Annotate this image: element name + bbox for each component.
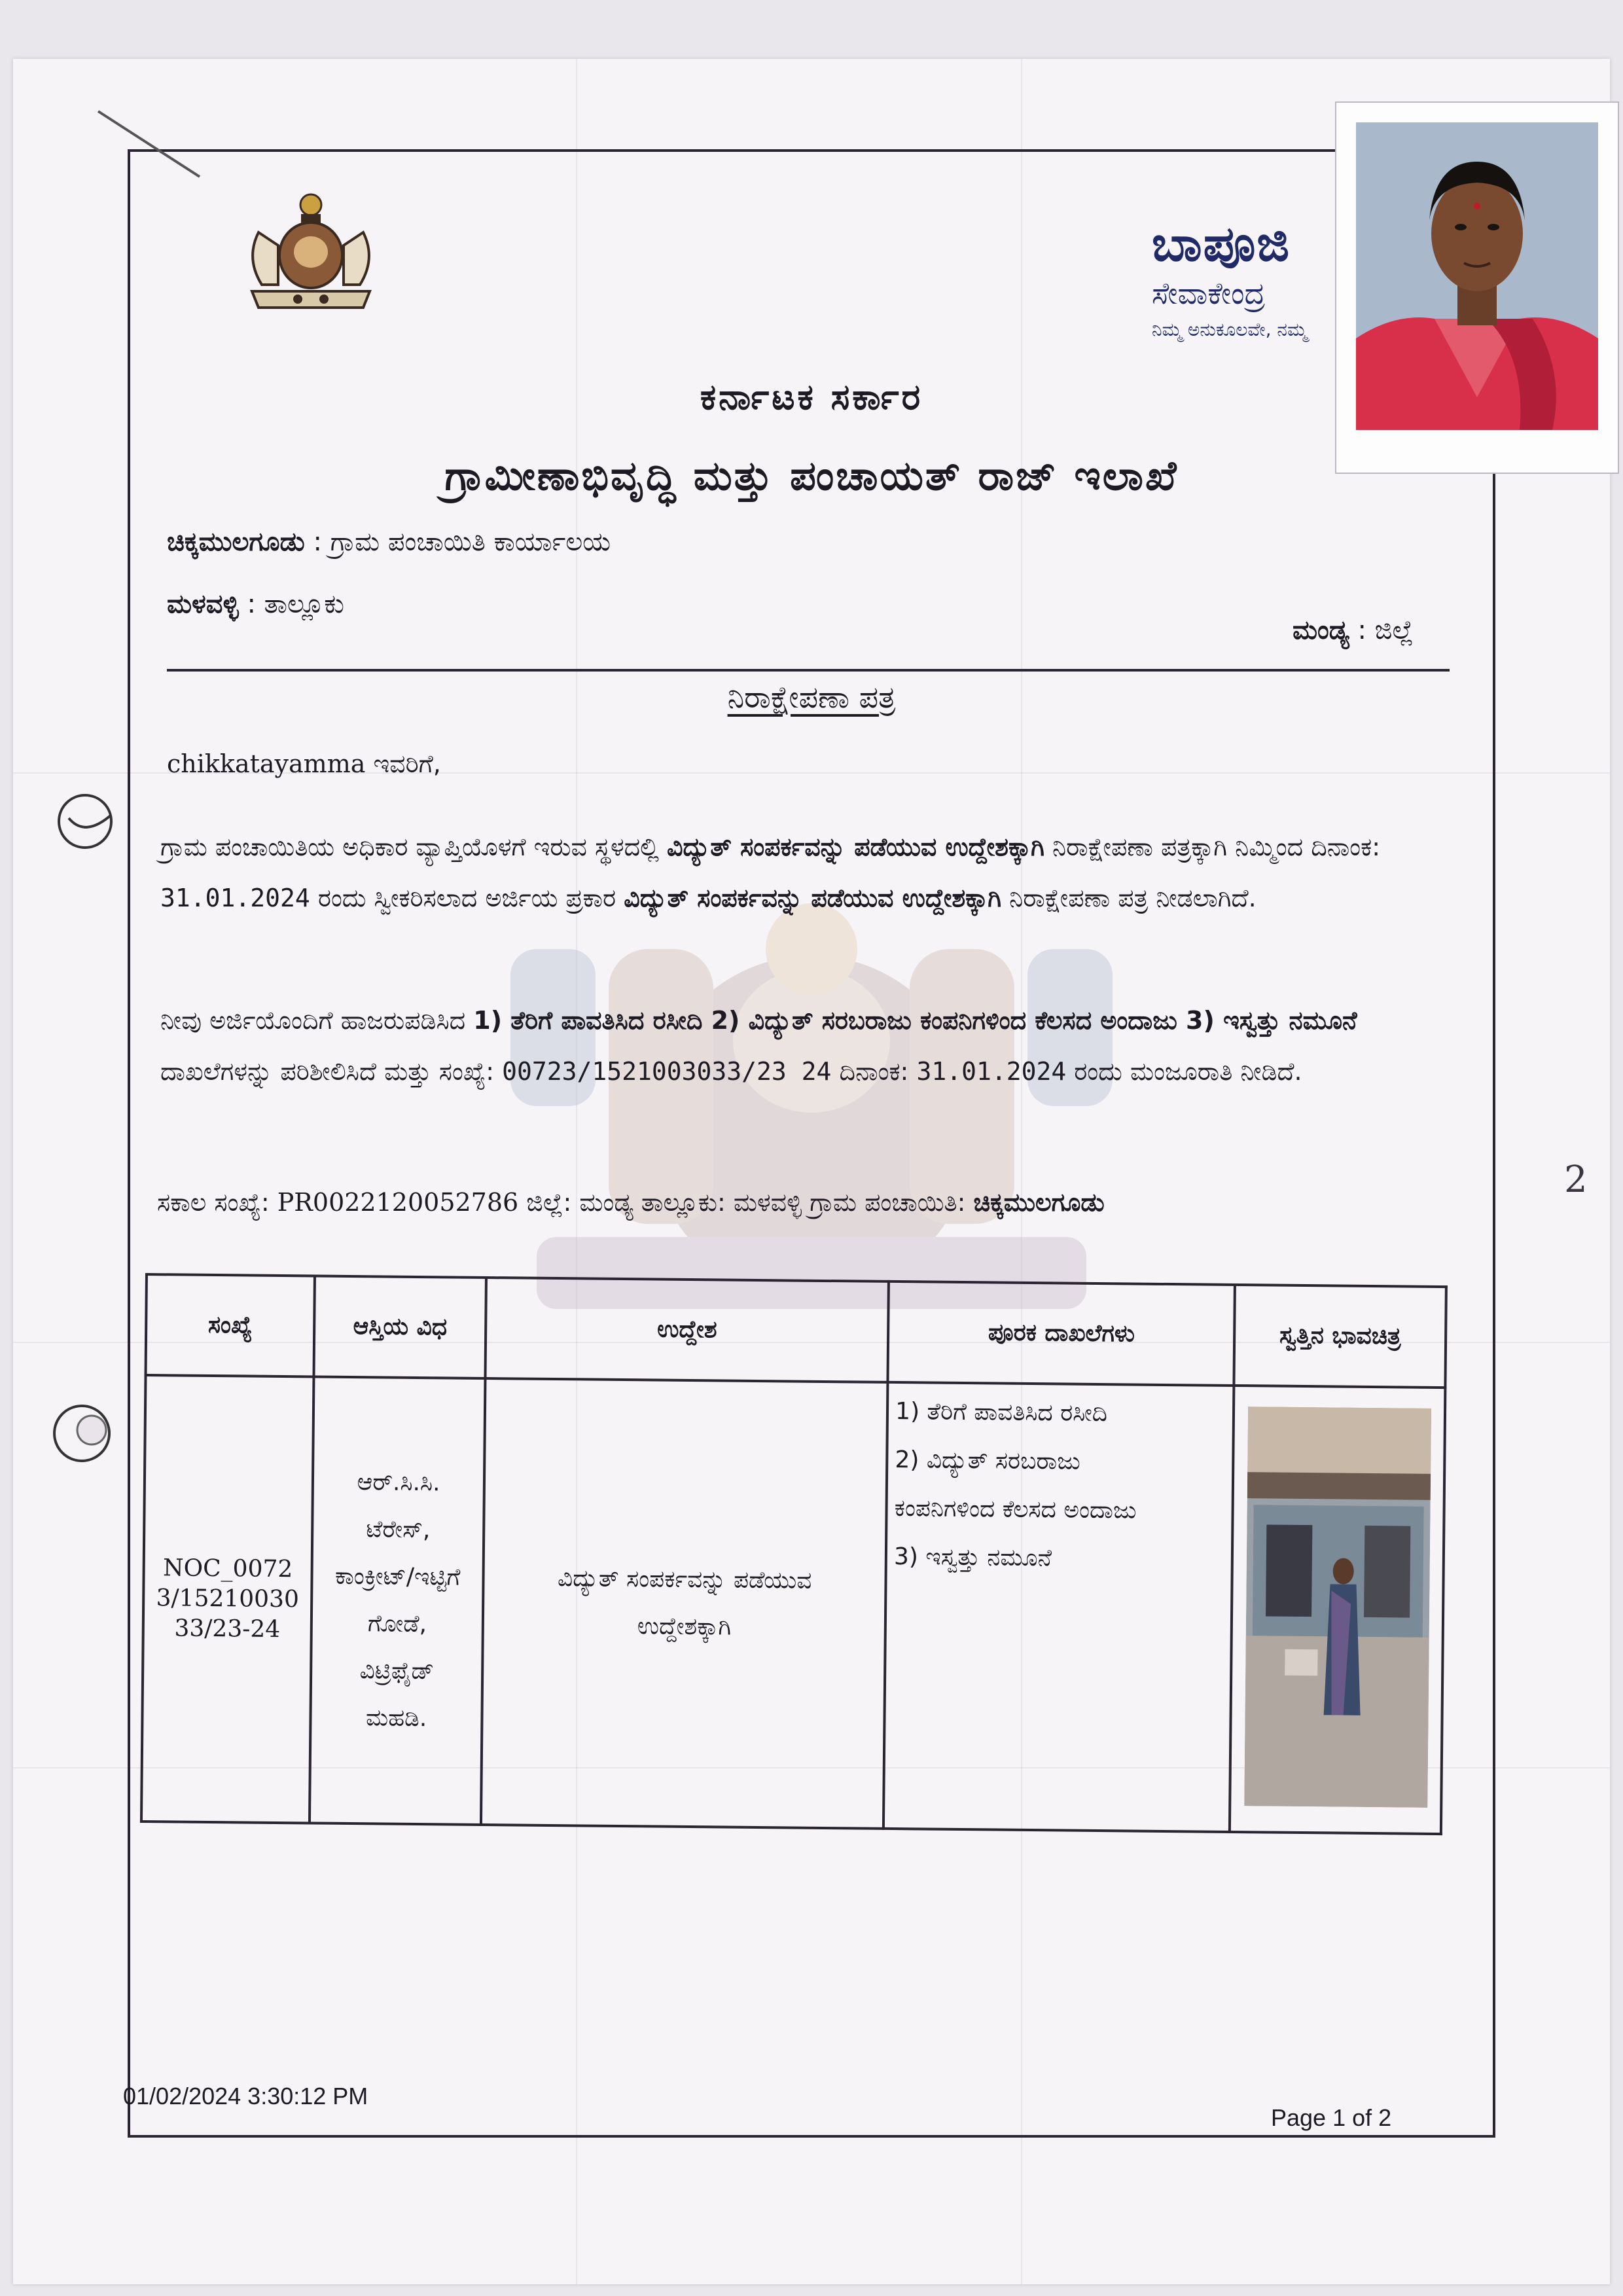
department-title: ಗ್ರಾಮೀಣಾಭಿವೃದ್ಧಿ ಮತ್ತು ಪಂಚಾಯತ್ ರಾಜ್ ಇಲಾಖೆ: [444, 452, 1179, 499]
panchayat-line: [167, 527, 611, 557]
taluk-label: : ತಾಲ್ಲೂಕು: [238, 589, 344, 619]
district-line: [1293, 615, 1414, 645]
document-item: ಕಂಪನಿಗಳಿಂದ ಕೆಲಸದ ಅಂದಾಜು: [894, 1495, 1137, 1524]
para1-text: ಗ್ರಾಮ ಪಂಚಾಯಿತಿಯ ಅಧಿಕಾರ ವ್ಯಾಪ್ತಿಯೊಳಗೆ ಇರುವ ಸ್ಥಳದಲ್ಲಿ: [160, 833, 667, 861]
table-row: [141, 1375, 1445, 1834]
para2-text: ದಾಖಲೆಗಳನ್ನು ಪರಿಶೀಲಿಸಿದೆ ಮತ್ತು ಸಂಖ್ಯೆ:: [160, 1057, 503, 1086]
sakala-label: ಸಕಾಲ ಸಂಖ್ಯೆ:: [157, 1188, 277, 1217]
purpose-line: ಉದ್ದೇಶಕ್ಕಾಗಿ: [637, 1613, 732, 1641]
taluk-line: [167, 589, 344, 619]
para1-purpose: ವಿದ್ಯುತ್ ಸಂಪರ್ಕವನ್ನು ಪಡೆಯುವ ಉದ್ದೇಶಕ್ಕಾಗಿ: [624, 884, 1002, 912]
para2-documents: 1) ತೆರಿಗೆ ಪಾವತಿಸಿದ ರಸೀದಿ 2) ವಿದ್ಯುತ್ ಸರಬರಾಜು ಕಂಪನಿಗಳಿಂದ ಕೆಲಸದ ಅಂದಾಜು 3) ಇಸ್ವತ್ತು ನಮೂನೆ: [473, 1006, 1357, 1035]
approval-date: 31.01.2024: [916, 1057, 1067, 1086]
purpose-cell: [481, 1378, 887, 1829]
col-header-documents: ಪೂರಕ ದಾಖಲೆಗಳು: [888, 1282, 1236, 1386]
document-item: 2) ವಿದ್ಯುತ್ ಸರಬರಾಜು: [895, 1446, 1081, 1475]
para2-text: ನೀವು ಅರ್ಜಿಯೊಂದಿಗೆ ಹಾಜರುಪಡಿಸಿದ: [160, 1006, 474, 1035]
property-type-line: ವಿಟ್ರಿಫೈಡ್: [359, 1657, 435, 1685]
property-type-line: ಗೋಡೆ,: [367, 1610, 427, 1638]
para2-text: ರಂದು ಮಂಜೂರಾತಿ ನೀಡಿದೆ.: [1066, 1057, 1302, 1086]
sakala-district: ಮಂಡ್ಯ: [579, 1188, 633, 1217]
col-header-number: ಸಂಖ್ಯೆ: [146, 1274, 315, 1376]
para1-text: ರಂದು ಸ್ವೀಕರಿಸಲಾದ ಅರ್ಜಿಯ ಪ್ರಕಾರ: [310, 884, 624, 912]
col-header-purpose: ಉದ್ದೇಶ: [486, 1278, 889, 1382]
property-type-line: ಮಹಡಿ.: [365, 1704, 427, 1732]
property-photo-image: [1244, 1407, 1431, 1808]
property-photo-cell: [1230, 1386, 1445, 1834]
taluk-name: ಮಳವಳ್ಳಿ: [167, 589, 239, 619]
handwritten-mark: 2: [1564, 1158, 1588, 1201]
salutation-suffix: ಇವರಿಗೆ,: [365, 749, 441, 778]
district-label: : ಜಿಲ್ಲೆ: [1349, 615, 1414, 645]
bapuji-tagline: ನಿಮ್ಮ ಅನುಕೂಲವೇ, ನಮ್ಮ: [1152, 319, 1308, 340]
col-header-property-photo: ಸ್ವತ್ತಿನ ಭಾವಚಿತ್ರ: [1234, 1285, 1446, 1388]
sakala-taluk-label: ತಾಲ್ಲೂಕು:: [633, 1188, 734, 1217]
bapuji-subtitle: ಸೇವಾಕೇಂದ್ರ: [1152, 276, 1266, 311]
panchayat-label: : ಗ್ರಾಮ ಪಂಚಾಯಿತಿ ಕಾರ್ಯಾಲಯ: [304, 527, 611, 557]
document-item: 3) ಇಸ್ವತ್ತು ನಮೂನೆ: [893, 1543, 1052, 1572]
sakala-district-label: ಜಿಲ್ಲೆ:: [518, 1188, 580, 1217]
para1-text: ನಿರಾಕ್ಷೇಪಣಾ ಪತ್ರ ನೀಡಲಾಗಿದೆ.: [1001, 884, 1257, 912]
document-item: 1) ತೆರಿಗೆ ಪಾವತಿಸಿದ ರಸೀದಿ: [895, 1398, 1108, 1427]
government-title: ಕರ್ನಾಟಕ ಸರ್ಕಾರ: [700, 376, 923, 418]
noc-number: NOC_00723/1521003033/23-24: [141, 1375, 314, 1823]
sakala-line: [157, 1188, 1105, 1217]
documents-cell: [883, 1382, 1234, 1832]
paragraph-2: [160, 995, 1436, 1097]
panchayat-name: ಚಿಕ್ಕಮುಲಗೂಡು: [167, 527, 305, 557]
purpose-line: ವಿದ್ಯುತ್ ಸಂಪರ್ಕವನ್ನು ಪಡೆಯುವ: [557, 1565, 812, 1594]
staple-hole-icon: [49, 785, 134, 857]
pin-icon: [95, 105, 206, 183]
sakala-gp: ಚಿಕ್ಕಮುಲಗೂಡು: [973, 1188, 1105, 1217]
header-divider: [167, 669, 1450, 672]
col-header-property-type: ಆಸ್ತಿಯ ವಿಧ: [314, 1276, 487, 1378]
salutation: [167, 749, 441, 779]
subject-noc: ನಿರಾಕ್ಷೇಪಣಾ ಪತ್ರ: [727, 679, 896, 715]
district-name: ಮಂಡ್ಯ: [1293, 615, 1349, 645]
para1-text: ನಿರಾಕ್ಷೇಪಣಾ ಪತ್ರಕ್ಕಾಗಿ ನಿಮ್ಮಿಂದ ದಿನಾಂಕ:: [1044, 833, 1381, 861]
sakala-taluk: ಮಳವಳ್ಳಿ: [733, 1188, 802, 1217]
table-header-row: [146, 1274, 1446, 1388]
approval-number: 00723/1521003033/23 24: [502, 1057, 832, 1086]
karnataka-emblem-icon: [232, 187, 389, 317]
print-timestamp: 01/02/2024 3:30:12 PM: [123, 2083, 368, 2109]
property-type-line: ಟೆರೇಸ್,: [366, 1516, 431, 1544]
sakala-number: PR0022120052786: [277, 1188, 519, 1217]
paragraph-1: [160, 821, 1436, 924]
property-type-line: ಕಾಂಕ್ರೀಟ್/ಇಟ್ಟಿಗೆ: [334, 1562, 461, 1591]
bapuji-seva-kendra-stamp: [1152, 216, 1348, 341]
para1-purpose: ವಿದ್ಯುತ್ ಸಂಪರ್ಕವನ್ನು ಪಡೆಯುವ ಉದ್ದೇಶಕ್ಕಾಗಿ: [667, 833, 1044, 861]
watermark-emblem: [458, 870, 1165, 1342]
applicant-name: chikkatayamma: [167, 749, 366, 778]
para2-text: ದಿನಾಂಕ:: [831, 1057, 917, 1086]
property-type-line: ಆರ್.ಸಿ.ಸಿ.: [357, 1469, 440, 1497]
property-type-cell: [310, 1376, 486, 1824]
noc-details-table: [140, 1273, 1448, 1835]
sakala-gp-label: ಗ್ರಾಮ ಪಂಚಾಯಿತಿ:: [802, 1188, 974, 1217]
para1-date: 31.01.2024: [160, 884, 310, 912]
bapuji-title: ಬಾಪೂಜಿ: [1152, 216, 1291, 272]
staple-hole-icon: [43, 1394, 134, 1473]
page-number: Page 1 of 2: [1271, 2104, 1392, 2131]
